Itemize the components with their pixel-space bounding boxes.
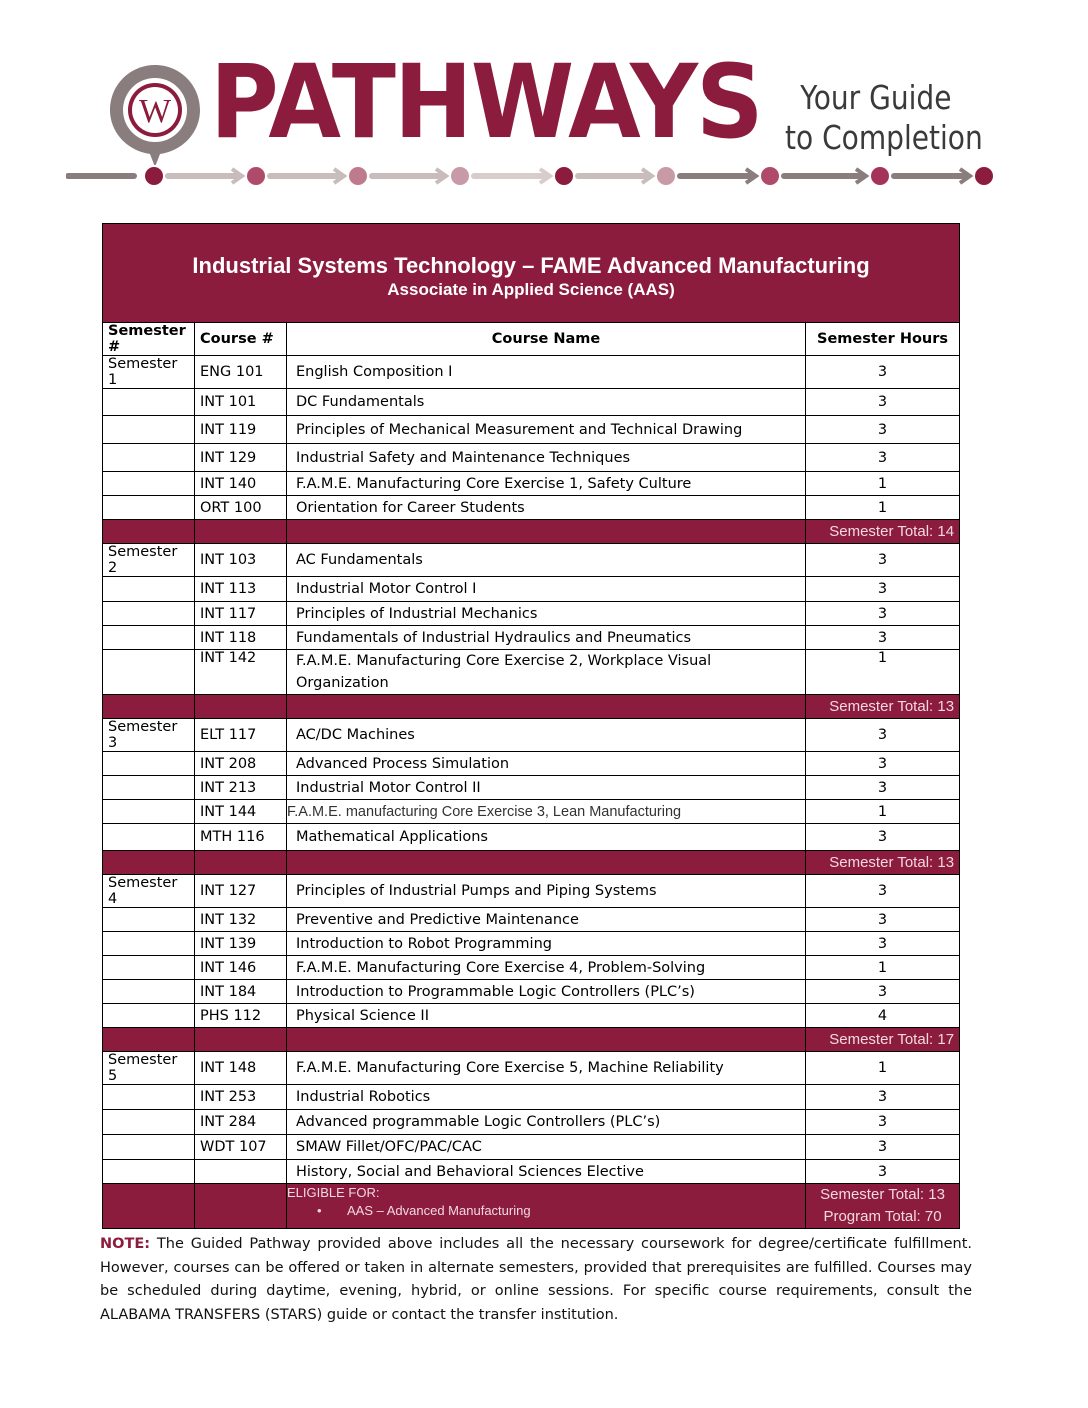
semester-hours: 3 xyxy=(806,932,960,956)
semester-label xyxy=(103,932,195,956)
semester-hours: 3 xyxy=(806,626,960,650)
semester-total: Semester Total: 17 xyxy=(806,1028,960,1052)
semester-hours: 3 xyxy=(806,980,960,1004)
course-row xyxy=(103,444,960,472)
course-row xyxy=(103,800,960,824)
semester-hours: 3 xyxy=(806,602,960,626)
course-row xyxy=(103,1135,960,1160)
course-number: INT 119 xyxy=(195,416,287,444)
course-name: Principles of Mechanical Measurement and Technical Drawing xyxy=(287,416,806,444)
eligible-for-cell xyxy=(287,1184,806,1229)
semester-hours: 3 xyxy=(806,752,960,776)
total-spacer-cell xyxy=(103,1184,195,1229)
semester-hours: 1 xyxy=(806,956,960,980)
semester-total: Semester Total: 14 xyxy=(806,520,960,544)
course-row xyxy=(103,776,960,800)
semester-hours: 3 xyxy=(806,1110,960,1135)
course-name: Advanced Process Simulation xyxy=(287,752,806,776)
semester-hours: 4 xyxy=(806,1004,960,1028)
semester-hours: 3 xyxy=(806,444,960,472)
total-spacer-cell xyxy=(195,851,287,875)
progress-dot xyxy=(145,167,163,185)
course-name: Introduction to Robot Programming xyxy=(287,932,806,956)
semester-hours: 3 xyxy=(806,908,960,932)
course-row xyxy=(103,1052,960,1085)
progress-dot xyxy=(761,167,779,185)
course-number: INT 129 xyxy=(195,444,287,472)
course-row xyxy=(103,1110,960,1135)
semester-total-row xyxy=(103,520,960,544)
course-name: AC/DC Machines xyxy=(287,719,806,752)
semester-total: Semester Total: 13 xyxy=(806,851,960,875)
total-spacer-cell xyxy=(287,851,806,875)
course-row xyxy=(103,752,960,776)
semester-hours: 1 xyxy=(806,800,960,824)
table-title-cell xyxy=(103,224,960,323)
course-row xyxy=(103,577,960,602)
semester-label xyxy=(103,1160,195,1184)
semester-total-row xyxy=(103,851,960,875)
table-title-row xyxy=(103,224,960,323)
course-number: MTH 116 xyxy=(195,824,287,851)
column-header-row xyxy=(103,323,960,356)
course-row xyxy=(103,544,960,577)
svg-text:W: W xyxy=(138,93,172,130)
course-number: INT 103 xyxy=(195,544,287,577)
course-row xyxy=(103,719,960,752)
eligible-item xyxy=(287,1202,800,1220)
semester-label: Semester 4 xyxy=(103,875,195,908)
semester-hours: 3 xyxy=(806,875,960,908)
course-number xyxy=(195,1160,287,1184)
semester-label xyxy=(103,980,195,1004)
semester-label xyxy=(103,416,195,444)
semester-hours: 1 xyxy=(806,496,960,520)
course-name: Industrial Robotics xyxy=(287,1085,806,1110)
program-subtitle: Associate in Applied Science (AAS) xyxy=(387,280,675,299)
course-number: INT 213 xyxy=(195,776,287,800)
semester-total-row xyxy=(103,695,960,719)
semester-label xyxy=(103,602,195,626)
semester-label: Semester 2 xyxy=(103,544,195,577)
course-number: INT 184 xyxy=(195,980,287,1004)
course-name: Industrial Safety and Maintenance Techniques xyxy=(287,444,806,472)
header-semester: Semester # xyxy=(103,323,195,356)
semester-label xyxy=(103,626,195,650)
course-number: INT 101 xyxy=(195,389,287,416)
semester-label xyxy=(103,496,195,520)
semester-total-row xyxy=(103,1028,960,1052)
total-spacer-cell xyxy=(195,520,287,544)
course-row xyxy=(103,875,960,908)
semester-hours: 3 xyxy=(806,776,960,800)
semester-label xyxy=(103,824,195,851)
course-row xyxy=(103,1160,960,1184)
course-name: Preventive and Predictive Maintenance xyxy=(287,908,806,932)
course-name: AC Fundamentals xyxy=(287,544,806,577)
semester-label: Semester 1 xyxy=(103,356,195,389)
course-name: F.A.M.E. Manufacturing Core Exercise 4, Problem-Solving xyxy=(287,956,806,980)
total-spacer-cell xyxy=(103,1028,195,1052)
semester-hours: 3 xyxy=(806,719,960,752)
semester-hours: 3 xyxy=(806,1085,960,1110)
semester-label xyxy=(103,1135,195,1160)
course-row xyxy=(103,956,960,980)
course-number: INT 139 xyxy=(195,932,287,956)
course-number: INT 117 xyxy=(195,602,287,626)
semester-label xyxy=(103,1085,195,1110)
program-total: Program Total: 70 xyxy=(823,1208,942,1225)
progress-dot xyxy=(657,167,675,185)
semester-hours: 1 xyxy=(806,650,960,695)
course-name: Orientation for Career Students xyxy=(287,496,806,520)
semester-total: Semester Total: 13 xyxy=(820,1186,945,1203)
progress-dot xyxy=(451,167,469,185)
course-name: Industrial Motor Control I xyxy=(287,577,806,602)
semester-label xyxy=(103,444,195,472)
course-name: F.A.M.E. Manufacturing Core Exercise 1, Safety Culture xyxy=(287,472,806,496)
course-row xyxy=(103,356,960,389)
course-name: English Composition I xyxy=(287,356,806,389)
final-totals-cell xyxy=(806,1184,960,1229)
course-number: PHS 112 xyxy=(195,1004,287,1028)
course-number: INT 253 xyxy=(195,1085,287,1110)
course-number: INT 142 xyxy=(195,650,287,695)
course-name: History, Social and Behavioral Sciences Elective xyxy=(287,1160,806,1184)
semester-label xyxy=(103,1004,195,1028)
progress-dot xyxy=(555,167,573,185)
brand-title: PATHWAYS xyxy=(210,43,762,162)
progress-dot xyxy=(349,167,367,185)
brand-tagline xyxy=(785,78,983,158)
course-row xyxy=(103,932,960,956)
semester-hours: 3 xyxy=(806,416,960,444)
course-row xyxy=(103,416,960,444)
semester-hours: 3 xyxy=(806,824,960,851)
tagline-line-1: Your Guide xyxy=(800,78,952,117)
eligible-heading: ELIGIBLE FOR: xyxy=(287,1185,380,1200)
header-course-name: Course Name xyxy=(287,323,806,356)
semester-hours: 3 xyxy=(806,544,960,577)
semester-label xyxy=(103,389,195,416)
semester-label xyxy=(103,577,195,602)
total-spacer-cell xyxy=(103,520,195,544)
semester-hours: 1 xyxy=(806,472,960,496)
course-row xyxy=(103,908,960,932)
semester-hours: 3 xyxy=(806,577,960,602)
course-number: INT 146 xyxy=(195,956,287,980)
semester-hours: 3 xyxy=(806,389,960,416)
course-row xyxy=(103,824,960,851)
semester-label xyxy=(103,800,195,824)
semester-label xyxy=(103,776,195,800)
page-header xyxy=(0,0,1088,200)
semester-label xyxy=(103,650,195,695)
progress-dot xyxy=(247,167,265,185)
course-row xyxy=(103,1085,960,1110)
course-name: Advanced programmable Logic Controllers (PLC’s) xyxy=(287,1110,806,1135)
total-spacer-cell xyxy=(287,1028,806,1052)
course-name: F.A.M.E. Manufacturing Core Exercise 5, Machine Reliability xyxy=(287,1052,806,1085)
semester-label: Semester 5 xyxy=(103,1052,195,1085)
college-logo-icon xyxy=(60,55,210,165)
course-number: INT 132 xyxy=(195,908,287,932)
total-spacer-cell xyxy=(195,1184,287,1229)
course-number: INT 148 xyxy=(195,1052,287,1085)
program-title: Industrial Systems Technology – FAME Advanced Manufacturing xyxy=(192,253,870,278)
semester-label xyxy=(103,956,195,980)
course-row xyxy=(103,1004,960,1028)
total-spacer-cell xyxy=(103,851,195,875)
course-row xyxy=(103,980,960,1004)
progress-dot xyxy=(871,167,889,185)
course-number: INT 118 xyxy=(195,626,287,650)
course-number: INT 140 xyxy=(195,472,287,496)
course-name: Fundamentals of Industrial Hydraulics and Pneumatics xyxy=(287,626,806,650)
semester-label xyxy=(103,1110,195,1135)
total-spacer-cell xyxy=(103,695,195,719)
semester-hours: 3 xyxy=(806,1135,960,1160)
header-semester-hours: Semester Hours xyxy=(806,323,960,356)
eligible-item-text: AAS – Advanced Manufacturing xyxy=(347,1203,531,1218)
total-spacer-cell xyxy=(195,695,287,719)
semester-label: Semester 3 xyxy=(103,719,195,752)
semester-hours: 1 xyxy=(806,1052,960,1085)
note-paragraph xyxy=(100,1233,972,1327)
note-label: NOTE: xyxy=(100,1236,151,1252)
course-number: INT 127 xyxy=(195,875,287,908)
course-number: INT 284 xyxy=(195,1110,287,1135)
course-name: Physical Science II xyxy=(287,1004,806,1028)
course-name: SMAW Fillet/OFC/PAC/CAC xyxy=(287,1135,806,1160)
course-name: Mathematical Applications xyxy=(287,824,806,851)
course-number: ENG 101 xyxy=(195,356,287,389)
bullet-icon: • xyxy=(317,1203,322,1218)
course-row xyxy=(103,389,960,416)
program-total-row xyxy=(103,1184,960,1229)
program-table xyxy=(102,223,960,1229)
course-name: Introduction to Programmable Logic Controllers (PLC’s) xyxy=(287,980,806,1004)
course-row xyxy=(103,472,960,496)
progress-arrow-decoration xyxy=(66,160,996,194)
semester-hours: 3 xyxy=(806,356,960,389)
course-number: INT 144 xyxy=(195,800,287,824)
course-row xyxy=(103,602,960,626)
course-number: INT 113 xyxy=(195,577,287,602)
course-row xyxy=(103,626,960,650)
course-name: Principles of Industrial Mechanics xyxy=(287,602,806,626)
semester-label xyxy=(103,472,195,496)
course-number: WDT 107 xyxy=(195,1135,287,1160)
note-text: The Guided Pathway provided above includes all the necessary coursework for degree/certificate fulfillment. However, courses can be offered or taken in alternate semesters, provided that prerequisites are fulfilled. Courses may be scheduled during daytime, evening, hybrid, or online sessions. For specific course requirements, consult the ALABAMA TRANSFERS (STARS) guide or contact the transfer institution. xyxy=(100,1236,972,1323)
course-name: DC Fundamentals xyxy=(287,389,806,416)
course-number: INT 208 xyxy=(195,752,287,776)
progress-dot xyxy=(975,167,993,185)
course-name: Principles of Industrial Pumps and Piping Systems xyxy=(287,875,806,908)
semester-label xyxy=(103,908,195,932)
header-course-number: Course # xyxy=(195,323,287,356)
course-number: ELT 117 xyxy=(195,719,287,752)
course-name: Industrial Motor Control II xyxy=(287,776,806,800)
tagline-line-2: to Completion xyxy=(785,118,983,157)
total-spacer-cell xyxy=(287,695,806,719)
course-row xyxy=(103,650,960,695)
course-row xyxy=(103,496,960,520)
semester-label xyxy=(103,752,195,776)
total-spacer-cell xyxy=(195,1028,287,1052)
course-name: F.A.M.E. manufacturing Core Exercise 3, Lean Manufacturing xyxy=(287,800,806,824)
course-name: F.A.M.E. Manufacturing Core Exercise 2, Workplace Visual Organization xyxy=(287,650,806,695)
total-spacer-cell xyxy=(287,520,806,544)
semester-hours: 3 xyxy=(806,1160,960,1184)
semester-total: Semester Total: 13 xyxy=(806,695,960,719)
course-number: ORT 100 xyxy=(195,496,287,520)
